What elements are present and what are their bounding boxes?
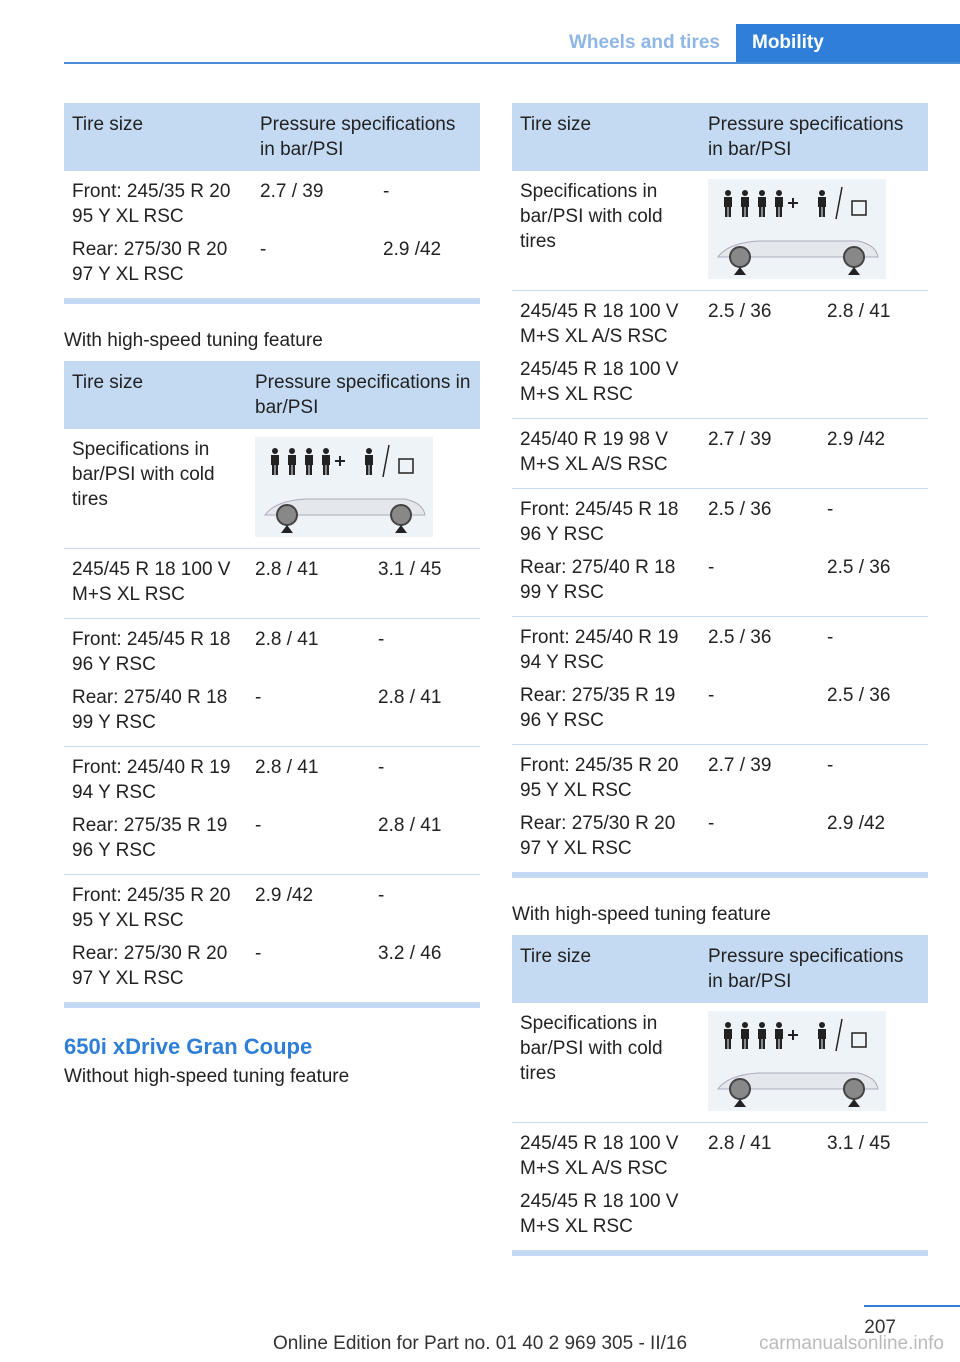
header-pressure: Pressure specifications in bar/PSI	[700, 103, 928, 171]
with-tuning-caption: With high-speed tuning feature	[512, 904, 771, 925]
pressure-rear: 2.8 / 41	[378, 815, 442, 836]
tire-size-line: 245/45 R 18 100 V M+S XL A/S RSC	[520, 1133, 679, 1179]
edition-text: Online Edition for Part no. 01 40 2 969 305 - II/16	[272, 1333, 688, 1354]
tire-table-right-top	[512, 103, 928, 878]
pressure-front: -	[708, 557, 715, 578]
tire-size: Rear: 275/35 R 19 96 Y RSC	[520, 685, 676, 731]
pressure-rear: -	[819, 745, 928, 804]
cold-specs-label: Specifications in bar/PSI with cold tires	[520, 181, 663, 252]
car-load-diagram	[708, 179, 886, 279]
table-row	[64, 619, 480, 678]
table-row	[512, 617, 928, 676]
pressure-rear: 2.9 /42	[383, 239, 442, 260]
pressure-rear: -	[370, 747, 480, 806]
persons-icon	[724, 190, 826, 217]
luggage-icon	[399, 459, 413, 473]
table-row	[512, 419, 928, 489]
right-column	[512, 103, 928, 1256]
table-row	[512, 1003, 928, 1123]
header-tire-size: Tire size	[512, 935, 700, 1003]
pressure-rear: 3.1 / 45	[370, 549, 480, 619]
tire-size: Rear: 275/30 R 20 97 Y XL RSC	[72, 943, 228, 989]
without-tuning-caption: Without high-speed tuning feature	[64, 1066, 350, 1087]
tire-size: Front: 245/35 R 20 95 Y XL RSC	[512, 745, 700, 804]
pressure-rear: -	[370, 875, 480, 934]
tire-size: Rear: 275/35 R 19 96 Y RSC	[72, 815, 228, 861]
pressure-front: -	[255, 687, 262, 708]
pressure-front: 2.7 / 39	[700, 419, 819, 489]
footer-rule	[864, 1305, 960, 1307]
tire-size	[512, 291, 700, 408]
header-pressure: Pressure specifications in bar/PSI	[252, 103, 480, 171]
pressure-front: 2.5 / 36	[700, 291, 819, 408]
persons-icon	[271, 448, 373, 475]
tire-table-left-top	[64, 103, 480, 304]
pressure-front: 2.9 /42	[247, 875, 370, 934]
pressure-front: -	[708, 813, 715, 834]
table-row	[512, 675, 928, 745]
pressure-front: 2.8 / 41	[247, 619, 370, 678]
tire-size: 245/40 R 19 98 V M+S XL A/S RSC	[512, 419, 700, 489]
header-tire-size: Tire size	[512, 103, 700, 171]
table-row	[64, 171, 480, 229]
cold-specs-label: Specifications in bar/PSI with cold tires	[72, 439, 215, 510]
car-load-diagram	[255, 437, 433, 537]
page-header	[64, 24, 960, 64]
pressure-rear: -	[819, 489, 928, 548]
cold-specs-label: Specifications in bar/PSI with cold tires	[520, 1013, 663, 1084]
pressure-rear: 2.8 / 41	[378, 687, 442, 708]
tire-size: Rear: 275/30 R 20 97 Y XL RSC	[72, 239, 228, 285]
pressure-front: 2.5 / 36	[700, 489, 819, 548]
tire-size	[512, 1123, 700, 1240]
table-row	[512, 547, 928, 617]
header-pressure: Pressure specifications in bar/PSI	[247, 361, 480, 429]
tire-table-left-tuning	[64, 361, 480, 1008]
table-row	[512, 803, 928, 872]
header-tire-size: Tire size	[64, 361, 247, 429]
table-row	[64, 677, 480, 747]
table-row	[512, 171, 928, 291]
tire-size: Rear: 275/30 R 20 97 Y XL RSC	[520, 813, 676, 859]
pressure-front: -	[255, 943, 262, 964]
table-row	[64, 429, 480, 549]
tire-size-line: 245/45 R 18 100 V M+S XL A/S RSC	[520, 301, 679, 347]
persons-icon	[724, 1022, 826, 1049]
with-tuning-caption: With high-speed tuning feature	[64, 330, 323, 351]
tire-size: Front: 245/35 R 20 95 Y XL RSC	[64, 875, 247, 934]
pressure-front: -	[255, 815, 262, 836]
pressure-front: 2.7 / 39	[260, 181, 324, 202]
pressure-front: 2.5 / 36	[700, 617, 819, 676]
header-tire-size: Tire size	[64, 103, 252, 171]
tire-size-line: 245/45 R 18 100 V M+S XL RSC	[520, 359, 679, 405]
model-heading: 650i xDrive Gran Coupe	[64, 1034, 313, 1059]
page-number: 207	[864, 1317, 896, 1338]
left-column	[64, 103, 480, 1088]
pressure-front: -	[260, 239, 267, 260]
tire-size: Front: 245/45 R 18 96 Y RSC	[512, 489, 700, 548]
tire-size: Front: 245/35 R 20 95 Y XL RSC	[72, 181, 231, 227]
chapter-tab[interactable]: Mobility	[736, 24, 960, 62]
pressure-rear: 2.9 /42	[819, 419, 928, 489]
pressure-rear: 2.5 / 36	[827, 557, 891, 578]
section-tab[interactable]: Wheels and tires	[569, 32, 720, 53]
tire-size: Rear: 275/40 R 18 99 Y RSC	[72, 687, 228, 733]
luggage-icon	[852, 1033, 866, 1047]
pressure-rear: 2.9 /42	[827, 813, 886, 834]
table-row	[512, 489, 928, 548]
pressure-rear: -	[819, 617, 928, 676]
pressure-front: -	[708, 685, 715, 706]
pressure-front: 2.8 / 41	[247, 549, 370, 619]
tire-size: 245/45 R 18 100 V M+S XL RSC	[64, 549, 247, 619]
header-pressure: Pressure specifications in bar/PSI	[700, 935, 928, 1003]
tire-size: Front: 245/40 R 19 94 Y RSC	[512, 617, 700, 676]
pressure-rear: -	[370, 619, 480, 678]
load-diagram	[700, 1003, 928, 1123]
pressure-front: 2.8 / 41	[247, 747, 370, 806]
table-row	[512, 291, 928, 408]
table-row	[64, 875, 480, 934]
table-row	[64, 805, 480, 875]
tire-size: Front: 245/40 R 19 94 Y RSC	[64, 747, 247, 806]
pressure-rear: 2.8 / 41	[819, 291, 928, 408]
table-row	[64, 549, 480, 619]
pressure-rear: -	[383, 181, 390, 202]
luggage-icon	[852, 201, 866, 215]
pressure-rear: 3.1 / 45	[819, 1123, 928, 1240]
table-row	[64, 747, 480, 806]
load-diagram	[247, 429, 480, 549]
pressure-front: 2.8 / 41	[700, 1123, 819, 1240]
tire-size: Front: 245/45 R 18 96 Y RSC	[64, 619, 247, 678]
pressure-rear: 2.5 / 36	[827, 685, 891, 706]
load-diagram	[700, 171, 928, 291]
tire-size-line: 245/45 R 18 100 V M+S XL RSC	[520, 1191, 679, 1237]
table-row	[64, 229, 480, 298]
tire-table-right-tuning	[512, 935, 928, 1256]
car-load-diagram	[708, 1011, 886, 1111]
pressure-front: 2.7 / 39	[700, 745, 819, 804]
table-row	[512, 745, 928, 804]
table-row	[64, 933, 480, 1002]
watermark: carmanualsonline.info	[759, 1333, 944, 1354]
tire-size: Rear: 275/40 R 18 99 Y RSC	[520, 557, 676, 603]
pressure-rear: 3.2 / 46	[378, 943, 442, 964]
table-row	[512, 1123, 928, 1240]
